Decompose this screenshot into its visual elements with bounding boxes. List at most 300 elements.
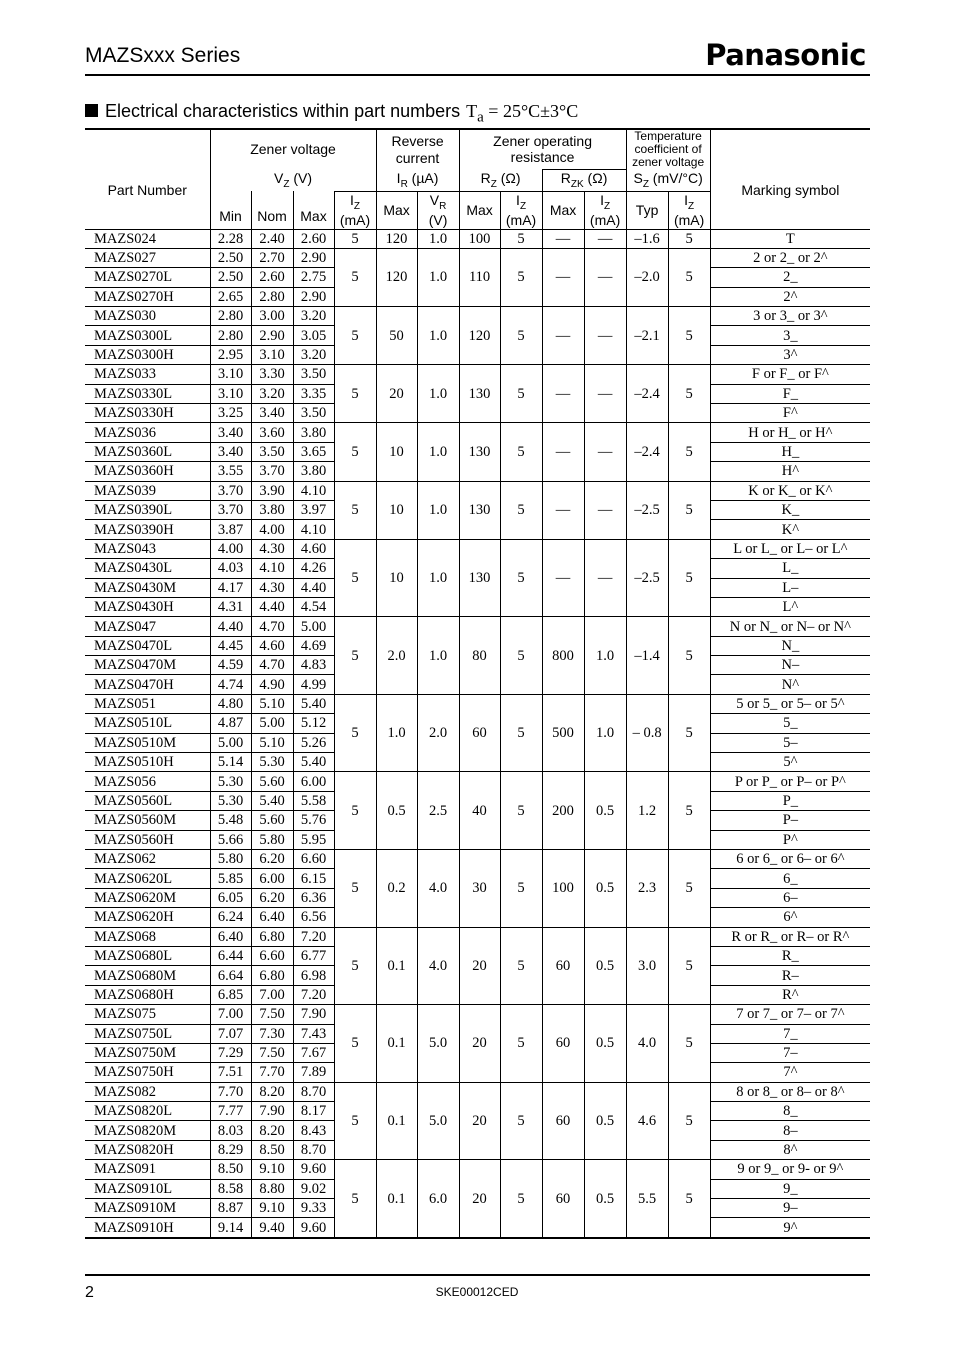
- vz-max-cell: 4.10: [293, 481, 334, 500]
- table-row: [85, 850, 870, 869]
- table-row: [85, 229, 870, 248]
- vz-nom-cell: 3.80: [251, 500, 293, 519]
- vz-max-cell: 8.43: [293, 1121, 334, 1140]
- marking-symbol-cell: 8–: [710, 1121, 870, 1140]
- vz-iz-header: $I_Z$ (mA): [334, 191, 376, 229]
- part-number-cell: MAZS0510L: [85, 714, 210, 733]
- part-number-cell: MAZS075: [85, 1005, 210, 1024]
- marking-symbol-cell: F or F_ or F^: [710, 365, 870, 384]
- ir-vr-cell: 1.0: [417, 365, 459, 423]
- rz-max-cell: 30: [459, 850, 500, 928]
- marking-symbol-cell: K_: [710, 500, 870, 519]
- part-number-cell: MAZS091: [85, 1160, 210, 1179]
- vz-max-cell: 3.20: [293, 307, 334, 326]
- rzk-iz-cell: —: [584, 481, 626, 539]
- vz-max-cell: 5.76: [293, 811, 334, 830]
- rzk-iz-cell: 0.5: [584, 772, 626, 850]
- vz-max-cell: 2.75: [293, 268, 334, 287]
- vz-nom-cell: 9.40: [251, 1218, 293, 1238]
- table-row: [85, 927, 870, 946]
- table-body: [85, 229, 870, 1238]
- marking-symbol-cell: 8 or 8_ or 8– or 8^: [710, 1082, 870, 1101]
- vz-nom-cell: 5.00: [251, 714, 293, 733]
- part-number-cell: MAZS0510H: [85, 753, 210, 772]
- part-number-cell: MAZS0620M: [85, 888, 210, 907]
- vz-nom-cell: 6.80: [251, 966, 293, 985]
- vz-iz-cell: 5: [334, 539, 376, 617]
- vz-iz-cell: 5: [334, 1082, 376, 1160]
- vz-max-cell: 8.70: [293, 1140, 334, 1159]
- marking-symbol-cell: N^: [710, 675, 870, 694]
- marking-symbol-cell: 8^: [710, 1140, 870, 1159]
- rz-iz-cell: 5: [500, 229, 542, 248]
- table-row: [85, 1082, 870, 1101]
- marking-symbol-cell: 3_: [710, 326, 870, 345]
- rz-iz-cell: 5: [500, 1082, 542, 1160]
- rz-iz-cell: 5: [500, 307, 542, 365]
- rz-max-cell: 120: [459, 307, 500, 365]
- rzk-max-cell: —: [542, 539, 584, 617]
- ir-max-cell: 2.0: [376, 617, 417, 695]
- vz-nom-cell: 9.10: [251, 1160, 293, 1179]
- marking-symbol-cell: R^: [710, 985, 870, 1004]
- vz-iz-cell: 5: [334, 617, 376, 695]
- vz-min-cell: 7.51: [210, 1063, 251, 1082]
- part-number-cell: MAZS0910M: [85, 1199, 210, 1218]
- part-number-cell: MAZS030: [85, 307, 210, 326]
- vz-iz-cell: 5: [334, 423, 376, 481]
- part-number-cell: MAZS0270H: [85, 287, 210, 306]
- section-title: Electrical characteristics within part numbers: [105, 101, 461, 121]
- marking-symbol-cell: 7_: [710, 1024, 870, 1043]
- vz-min-cell: 6.44: [210, 946, 251, 965]
- part-number-cell: MAZS0270L: [85, 268, 210, 287]
- sz-typ-cell: –1.6: [626, 229, 668, 248]
- rz-max-cell: 60: [459, 694, 500, 772]
- rzk-iz-cell: —: [584, 248, 626, 306]
- vz-max-cell: 5.58: [293, 791, 334, 810]
- vz-iz-cell: 5: [334, 248, 376, 306]
- marking-symbol-cell: L or L_ or L– or L^: [710, 539, 870, 558]
- vz-iz-cell: 5: [334, 1005, 376, 1083]
- sz-iz-cell: 5: [668, 365, 710, 423]
- part-number-cell: MAZS0390L: [85, 500, 210, 519]
- part-number-cell: MAZS0360L: [85, 442, 210, 461]
- ir-vr-cell: 1.0: [417, 229, 459, 248]
- vz-nom-cell: 3.10: [251, 345, 293, 364]
- vz-max-cell: 6.98: [293, 966, 334, 985]
- vz-max-cell: 5.95: [293, 830, 334, 849]
- part-number-cell: MAZS0750H: [85, 1063, 210, 1082]
- part-number-header: Part Number: [85, 129, 210, 229]
- vz-iz-cell: 5: [334, 694, 376, 772]
- part-number-cell: MAZS0820H: [85, 1140, 210, 1159]
- vz-nom-cell: 4.70: [251, 656, 293, 675]
- marking-symbol-cell: N–: [710, 656, 870, 675]
- vz-nom-cell: 5.80: [251, 830, 293, 849]
- rz-max-cell: 130: [459, 423, 500, 481]
- vz-nom-cell: 6.40: [251, 908, 293, 927]
- vz-nom-cell: 6.20: [251, 888, 293, 907]
- ir-vr-header: $V_R$ (V): [417, 191, 459, 229]
- rz-iz-cell: 5: [500, 850, 542, 928]
- vz-nom-cell: 4.40: [251, 597, 293, 616]
- vz-nom-cell: 5.40: [251, 791, 293, 810]
- marking-symbol-cell: L_: [710, 559, 870, 578]
- vz-nom-cell: 7.90: [251, 1102, 293, 1121]
- rz-max-cell: 20: [459, 927, 500, 1005]
- vz-nom-cell: 6.20: [251, 850, 293, 869]
- sz-iz-cell: 5: [668, 423, 710, 481]
- part-number-cell: MAZS0750L: [85, 1024, 210, 1043]
- part-number-cell: MAZS0430H: [85, 597, 210, 616]
- rzk-iz-cell: —: [584, 423, 626, 481]
- ir-vr-cell: 1.0: [417, 248, 459, 306]
- vz-max-cell: 9.60: [293, 1218, 334, 1238]
- rz-max-cell: 80: [459, 617, 500, 695]
- vz-nom-cell: 7.70: [251, 1063, 293, 1082]
- vz-nom-cell: 5.10: [251, 733, 293, 752]
- part-number-cell: MAZS0300L: [85, 326, 210, 345]
- vz-nom-cell: 3.20: [251, 384, 293, 403]
- marking-symbol-cell: 6_: [710, 869, 870, 888]
- rzk-max-cell: 100: [542, 850, 584, 928]
- ir-vr-cell: 4.0: [417, 850, 459, 928]
- part-number-cell: MAZS0560M: [85, 811, 210, 830]
- marking-symbol-cell: N or N_ or N– or N^: [710, 617, 870, 636]
- part-number-cell: MAZS0470H: [85, 675, 210, 694]
- ir-max-cell: 10: [376, 423, 417, 481]
- ir-max-cell: 0.1: [376, 1005, 417, 1083]
- table-header: [85, 129, 870, 229]
- vz-min-cell: 4.87: [210, 714, 251, 733]
- rz-iz-cell: 5: [500, 927, 542, 1005]
- part-number-cell: MAZS043: [85, 539, 210, 558]
- table-row: [85, 481, 870, 500]
- vz-min-cell: 5.85: [210, 869, 251, 888]
- vz-nom-cell: 6.60: [251, 946, 293, 965]
- vz-max-cell: 6.15: [293, 869, 334, 888]
- vz-min-cell: 4.80: [210, 694, 251, 713]
- vz-max-cell: 4.99: [293, 675, 334, 694]
- vz-min-cell: 4.31: [210, 597, 251, 616]
- part-number-cell: MAZS0910H: [85, 1218, 210, 1238]
- marking-symbol-cell: H^: [710, 462, 870, 481]
- rz-max-cell: 130: [459, 365, 500, 423]
- marking-symbol-cell: L^: [710, 597, 870, 616]
- vz-min-cell: 5.66: [210, 830, 251, 849]
- footer-rule: [85, 1274, 870, 1276]
- vz-min-cell: 4.00: [210, 539, 251, 558]
- rz-max-cell: 20: [459, 1160, 500, 1238]
- part-number-cell: MAZS039: [85, 481, 210, 500]
- sz-iz-cell: 5: [668, 1082, 710, 1160]
- vz-nom-cell: 5.10: [251, 694, 293, 713]
- rzk-max-cell: —: [542, 481, 584, 539]
- rz-max-cell: 130: [459, 481, 500, 539]
- rz-max-header: Max: [459, 191, 500, 229]
- rzk-iz-cell: 0.5: [584, 850, 626, 928]
- part-number-cell: MAZS027: [85, 248, 210, 267]
- vz-max-cell: 6.77: [293, 946, 334, 965]
- rzk-max-cell: —: [542, 365, 584, 423]
- vz-nom-cell: 3.90: [251, 481, 293, 500]
- rz-iz-cell: 5: [500, 1005, 542, 1083]
- electrical-characteristics-table: [85, 128, 870, 1239]
- vz-min-cell: 7.29: [210, 1043, 251, 1062]
- part-number-cell: MAZS0430M: [85, 578, 210, 597]
- vz-min-cell: 4.17: [210, 578, 251, 597]
- vz-nom-header: Nom: [251, 191, 293, 229]
- table-row: [85, 423, 870, 442]
- part-number-cell: MAZS0620H: [85, 908, 210, 927]
- table-row: [85, 1160, 870, 1179]
- marking-symbol-cell: H_: [710, 442, 870, 461]
- part-number-cell: MAZS0560H: [85, 830, 210, 849]
- vz-max-cell: 2.90: [293, 287, 334, 306]
- part-number-cell: MAZS056: [85, 772, 210, 791]
- vz-min-cell: 6.64: [210, 966, 251, 985]
- ir-max-cell: 20: [376, 365, 417, 423]
- vz-nom-cell: 4.70: [251, 617, 293, 636]
- series-title: MAZSxxx Series: [85, 44, 241, 67]
- rz-max-cell: 130: [459, 539, 500, 617]
- vz-nom-cell: 3.40: [251, 404, 293, 423]
- sz-typ-cell: –2.4: [626, 365, 668, 423]
- vz-nom-cell: 3.30: [251, 365, 293, 384]
- section-heading: [85, 101, 578, 127]
- sz-iz-cell: 5: [668, 539, 710, 617]
- vz-nom-cell: 7.30: [251, 1024, 293, 1043]
- vz-nom-cell: 2.70: [251, 248, 293, 267]
- vz-min-cell: 3.70: [210, 500, 251, 519]
- rz-iz-cell: 5: [500, 248, 542, 306]
- part-number-cell: MAZS0820L: [85, 1102, 210, 1121]
- vz-min-cell: 4.45: [210, 636, 251, 655]
- ir-vr-cell: 5.0: [417, 1082, 459, 1160]
- ir-max-cell: 0.1: [376, 1160, 417, 1238]
- vz-nom-cell: 4.60: [251, 636, 293, 655]
- vz-nom-cell: 3.00: [251, 307, 293, 326]
- vz-iz-cell: 5: [334, 1160, 376, 1238]
- part-number-cell: MAZS0680H: [85, 985, 210, 1004]
- ir-vr-cell: 1.0: [417, 307, 459, 365]
- rz-max-cell: 40: [459, 772, 500, 850]
- marking-symbol-cell: P–: [710, 811, 870, 830]
- marking-symbol-cell: 2_: [710, 268, 870, 287]
- rzk-iz-cell: —: [584, 365, 626, 423]
- temperature-condition: $T_a = 25^\circ C\pm 3^\circ C$: [466, 101, 579, 126]
- vz-min-cell: 8.29: [210, 1140, 251, 1159]
- vz-min-cell: 2.80: [210, 326, 251, 345]
- marking-symbol-cell: 7^: [710, 1063, 870, 1082]
- part-number-cell: MAZS0680M: [85, 966, 210, 985]
- part-number-cell: MAZS0330L: [85, 384, 210, 403]
- sz-typ-cell: 4.0: [626, 1005, 668, 1083]
- part-number-cell: MAZS068: [85, 927, 210, 946]
- marking-symbol-cell: 9–: [710, 1199, 870, 1218]
- vz-nom-cell: 3.60: [251, 423, 293, 442]
- vz-max-cell: 4.69: [293, 636, 334, 655]
- sz-iz-cell: 5: [668, 307, 710, 365]
- vz-nom-cell: 7.50: [251, 1005, 293, 1024]
- marking-symbol-cell: P^: [710, 830, 870, 849]
- part-number-cell: MAZS0390H: [85, 520, 210, 539]
- ir-vr-cell: 6.0: [417, 1160, 459, 1238]
- vz-max-cell: 4.60: [293, 539, 334, 558]
- marking-symbol-cell: 6 or 6_ or 6– or 6^: [710, 850, 870, 869]
- rzk-iz-cell: 0.5: [584, 1005, 626, 1083]
- rz-max-cell: 20: [459, 1005, 500, 1083]
- part-number-cell: MAZS051: [85, 694, 210, 713]
- marking-symbol-cell: 5^: [710, 753, 870, 772]
- vz-max-cell: 4.40: [293, 578, 334, 597]
- ir-vr-cell: 1.0: [417, 539, 459, 617]
- table-row: [85, 772, 870, 791]
- part-number-cell: MAZS0430L: [85, 559, 210, 578]
- marking-symbol-cell: K^: [710, 520, 870, 539]
- marking-symbol-cell: R–: [710, 966, 870, 985]
- temp-coefficient-header: Temperature coefficient of zener voltage: [626, 129, 710, 169]
- part-number-cell: MAZS0910L: [85, 1179, 210, 1198]
- vz-iz-cell: 5: [334, 229, 376, 248]
- vz-max-cell: 5.00: [293, 617, 334, 636]
- vz-min-cell: 5.30: [210, 791, 251, 810]
- vz-max-cell: 6.00: [293, 772, 334, 791]
- ir-vr-cell: 4.0: [417, 927, 459, 1005]
- vz-iz-cell: 5: [334, 850, 376, 928]
- vz-max-cell: 7.67: [293, 1043, 334, 1062]
- marking-symbol-cell: 3^: [710, 345, 870, 364]
- marking-symbol-cell: 7–: [710, 1043, 870, 1062]
- part-number-cell: MAZS036: [85, 423, 210, 442]
- sz-iz-header: $I_Z$ (mA): [668, 191, 710, 229]
- ir-max-cell: 0.1: [376, 927, 417, 1005]
- rzk-max-cell: 200: [542, 772, 584, 850]
- sz-iz-cell: 5: [668, 927, 710, 1005]
- vz-max-header: Max: [293, 191, 334, 229]
- vz-min-cell: 8.50: [210, 1160, 251, 1179]
- rz-iz-cell: 5: [500, 481, 542, 539]
- vz-nom-cell: 6.00: [251, 869, 293, 888]
- rzk-iz-cell: 0.5: [584, 927, 626, 1005]
- part-number-cell: MAZS0820M: [85, 1121, 210, 1140]
- marking-symbol-cell: 2 or 2_ or 2^: [710, 248, 870, 267]
- vz-max-cell: 5.12: [293, 714, 334, 733]
- table-row: [85, 1005, 870, 1024]
- sz-typ-cell: 3.0: [626, 927, 668, 1005]
- rzk-iz-cell: —: [584, 307, 626, 365]
- vz-nom-cell: 5.60: [251, 811, 293, 830]
- marking-symbol-cell: 5 or 5_ or 5– or 5^: [710, 694, 870, 713]
- rzk-max-cell: 60: [542, 1005, 584, 1083]
- vz-nom-cell: 4.10: [251, 559, 293, 578]
- sz-iz-cell: 5: [668, 1005, 710, 1083]
- rzk-iz-cell: 1.0: [584, 694, 626, 772]
- rz-iz-cell: 5: [500, 423, 542, 481]
- brand-logo: Panasonic: [705, 38, 866, 72]
- sz-typ-cell: 1.2: [626, 772, 668, 850]
- vz-max-cell: 6.36: [293, 888, 334, 907]
- table-row: [85, 617, 870, 636]
- sz-iz-cell: 5: [668, 481, 710, 539]
- sz-typ-cell: 2.3: [626, 850, 668, 928]
- rzk-iz-cell: 0.5: [584, 1160, 626, 1238]
- vz-min-cell: 7.00: [210, 1005, 251, 1024]
- vz-max-cell: 2.90: [293, 248, 334, 267]
- marking-symbol-cell: F_: [710, 384, 870, 403]
- marking-symbol-cell: 6^: [710, 908, 870, 927]
- marking-symbol-cell: 5–: [710, 733, 870, 752]
- vz-nom-cell: 8.80: [251, 1179, 293, 1198]
- ir-max-cell: 10: [376, 539, 417, 617]
- vz-iz-cell: 5: [334, 307, 376, 365]
- vz-min-cell: 7.77: [210, 1102, 251, 1121]
- table-row: [85, 307, 870, 326]
- part-number-cell: MAZS0470M: [85, 656, 210, 675]
- vz-nom-cell: 6.80: [251, 927, 293, 946]
- ir-vr-cell: 2.0: [417, 694, 459, 772]
- vz-min-cell: 6.24: [210, 908, 251, 927]
- ir-vr-cell: 5.0: [417, 1005, 459, 1083]
- vz-nom-cell: 4.00: [251, 520, 293, 539]
- vz-max-cell: 3.05: [293, 326, 334, 345]
- rz-unit-header: $R_Z$ (Ω): [459, 169, 542, 191]
- ir-vr-cell: 1.0: [417, 423, 459, 481]
- sz-typ-cell: –2.4: [626, 423, 668, 481]
- rzk-iz-cell: —: [584, 539, 626, 617]
- vz-min-cell: 5.30: [210, 772, 251, 791]
- rz-iz-cell: 5: [500, 539, 542, 617]
- marking-symbol-cell: 9_: [710, 1179, 870, 1198]
- vz-min-cell: 7.70: [210, 1082, 251, 1101]
- square-bullet-icon: [85, 104, 98, 117]
- vz-nom-cell: 5.30: [251, 753, 293, 772]
- vz-max-cell: 4.54: [293, 597, 334, 616]
- ir-max-cell: 120: [376, 229, 417, 248]
- table-row: [85, 248, 870, 267]
- part-number-cell: MAZS062: [85, 850, 210, 869]
- vz-max-cell: 9.60: [293, 1160, 334, 1179]
- vz-min-cell: 5.00: [210, 733, 251, 752]
- vz-min-cell: 2.80: [210, 307, 251, 326]
- vz-nom-cell: 2.40: [251, 229, 293, 248]
- rzk-max-header: Max: [542, 191, 584, 229]
- rz-max-cell: 20: [459, 1082, 500, 1160]
- rzk-max-cell: —: [542, 248, 584, 306]
- page-number: 2: [85, 1284, 94, 1301]
- rzk-max-cell: 800: [542, 617, 584, 695]
- marking-symbol-cell: N_: [710, 636, 870, 655]
- vz-min-header: Min: [210, 191, 251, 229]
- vz-max-cell: 3.50: [293, 404, 334, 423]
- part-number-cell: MAZS0750M: [85, 1043, 210, 1062]
- sz-typ-cell: –1.4: [626, 617, 668, 695]
- vz-max-cell: 3.50: [293, 365, 334, 384]
- sz-typ-cell: 5.5: [626, 1160, 668, 1238]
- vz-nom-cell: 9.10: [251, 1199, 293, 1218]
- sz-unit-header: $S_Z$ (mV/°C): [626, 169, 710, 191]
- rzk-iz-cell: —: [584, 229, 626, 248]
- vz-max-cell: 4.83: [293, 656, 334, 675]
- marking-symbol-cell: H or H_ or H^: [710, 423, 870, 442]
- part-number-cell: MAZS0560L: [85, 791, 210, 810]
- sz-typ-cell: –2.5: [626, 481, 668, 539]
- rz-iz-cell: 5: [500, 772, 542, 850]
- sz-iz-cell: 5: [668, 850, 710, 928]
- vz-min-cell: 2.95: [210, 345, 251, 364]
- vz-min-cell: 4.74: [210, 675, 251, 694]
